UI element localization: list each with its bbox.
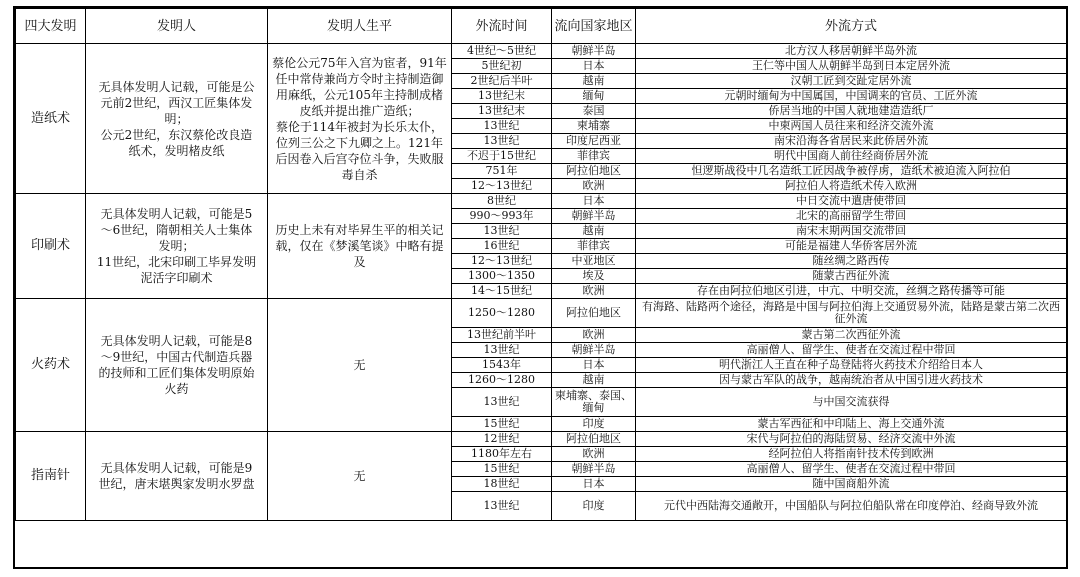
destination-cell: 菲律宾 [552,149,636,164]
outflow-time-cell: 2世纪后半叶 [452,74,552,89]
outflow-mode-cell: 明代浙江人王直在种子岛登陆将火药技术介绍给日本人 [636,358,1067,373]
outflow-mode-cell: 中日交流中遣唐使带回 [636,194,1067,209]
destination-cell: 菲律宾 [552,239,636,254]
table-row [16,432,1067,447]
destination-cell: 朝鲜半岛 [552,44,636,59]
outflow-time-cell: 12～13世纪 [452,254,552,269]
outflow-time-cell: 13世纪前半叶 [452,328,552,343]
outflow-mode-cell: 随蒙古西征外流 [636,269,1067,284]
header-outflow-time: 外流时间 [452,9,552,44]
outflow-time-cell: 1250～1280 [452,299,552,328]
outflow-mode-cell: 元代中西陆海交通敞开，中国船队与阿拉伯船队常在印度停泊、经商导致外流 [636,492,1067,521]
outflow-time-cell: 13世纪 [452,343,552,358]
destination-cell: 日本 [552,59,636,74]
destination-cell: 欧洲 [552,447,636,462]
header-destination: 流向国家地区 [552,9,636,44]
outflow-time-cell: 13世纪 [452,119,552,134]
outflow-mode-cell: 因与蒙古军队的战争，越南统治者从中国引进火药技术 [636,373,1067,388]
invention-name-paper: 造纸术 [16,44,86,194]
outflow-mode-cell: 宋代与阿拉伯的海陆贸易、经济交流中外流 [636,432,1067,447]
outflow-mode-cell: 存在由阿拉伯地区引进，中亢、中明交流，丝绸之路传播等可能 [636,284,1067,299]
outflow-time-cell: 13世纪 [452,224,552,239]
outflow-mode-cell: 侨居当地的中国人就地建造造纸厂 [636,104,1067,119]
outflow-time-cell: 15世纪 [452,417,552,432]
header-row [16,9,1067,44]
outflow-time-cell: 12世纪 [452,432,552,447]
inventor-bio-cell-compass: 无 [268,432,452,521]
destination-cell: 朝鲜半岛 [552,343,636,358]
outflow-mode-cell: 随中国商船外流 [636,477,1067,492]
destination-cell: 印度 [552,417,636,432]
destination-cell: 埃及 [552,269,636,284]
outflow-mode-cell: 高丽僧人、留学生、使者在交流过程中带回 [636,343,1067,358]
header-invention: 四大发明 [16,9,86,44]
destination-cell: 欧洲 [552,179,636,194]
outflow-time-cell: 1180年左右 [452,447,552,462]
destination-cell: 阿拉伯地区 [552,299,636,328]
outflow-mode-cell: 有海路、陆路两个途径，海路是中国与阿拉伯海上交通贸易外流，陆路是蒙古第二次西征外流 [636,299,1067,328]
outflow-time-cell: 4世纪～5世纪 [452,44,552,59]
outflow-time-cell: 990～993年 [452,209,552,224]
outflow-time-cell: 8世纪 [452,194,552,209]
inventor-bio-cell-paper: 蔡伦公元75年入宫为宦者，91年任中常侍兼尚方令时主持制造御用麻纸，公元105年主持制成楮皮纸并提出推广造纸； 蔡伦于114年被封为长乐太仆，位列三公之下九卿之上。121年后因卷入后宫夺位斗争，失败服毒自杀 [268,44,452,194]
outflow-mode-cell: 南宋末期两国交流带回 [636,224,1067,239]
destination-cell: 越南 [552,373,636,388]
destination-cell: 阿拉伯地区 [552,432,636,447]
inventor-bio-cell-printing: 历史上未有对毕昇生平的相关记载，仅在《梦溪笔谈》中略有提及 [268,194,452,299]
invention-table-sheet [13,6,1068,569]
table-row [16,44,1067,59]
destination-cell: 朝鲜半岛 [552,209,636,224]
invention-name-compass: 指南针 [16,432,86,521]
table-row [16,299,1067,328]
outflow-time-cell: 16世纪 [452,239,552,254]
destination-cell: 柬埔寨 [552,119,636,134]
destination-cell: 阿拉伯地区 [552,164,636,179]
outflow-mode-cell: 中柬两国人员往来和经济交流外流 [636,119,1067,134]
header-inventor: 发明人 [86,9,268,44]
outflow-mode-cell: 与中国交流获得 [636,388,1067,417]
destination-cell: 缅甸 [552,89,636,104]
inventor-cell-paper: 无具体发明人记载，可能是公元前2世纪，西汉工匠集体发明； 公元2世纪，东汉蔡伦改良造纸术，发明楮皮纸 [86,44,268,194]
outflow-mode-cell: 北方汉人移居朝鲜半岛外流 [636,44,1067,59]
four-inventions-table [15,8,1067,521]
destination-cell: 印度尼西亚 [552,134,636,149]
invention-name-gunpowder: 火药术 [16,299,86,432]
destination-cell: 越南 [552,74,636,89]
outflow-mode-cell: 随丝绸之路西传 [636,254,1067,269]
destination-cell: 日本 [552,358,636,373]
destination-cell: 欧洲 [552,328,636,343]
inventor-bio-cell-gunpowder: 无 [268,299,452,432]
invention-name-printing: 印刷术 [16,194,86,299]
outflow-time-cell: 751年 [452,164,552,179]
header-outflow-mode: 外流方式 [636,9,1067,44]
inventor-cell-compass: 无具体发明人记载，可能是9世纪，唐末堪舆家发明水罗盘 [86,432,268,521]
outflow-time-cell: 13世纪末 [452,104,552,119]
outflow-time-cell: 14～15世纪 [452,284,552,299]
outflow-mode-cell: 怛逻斯战役中几名造纸工匠因战争被俘虏，造纸术被迫流入阿拉伯 [636,164,1067,179]
outflow-mode-cell: 南宋沿海各省居民来此侨居外流 [636,134,1067,149]
destination-cell: 泰国 [552,104,636,119]
outflow-time-cell: 13世纪 [452,492,552,521]
table-row [16,194,1067,209]
outflow-mode-cell: 阿拉伯人将造纸术传入欧洲 [636,179,1067,194]
outflow-time-cell: 5世纪初 [452,59,552,74]
outflow-mode-cell: 蒙古军西征和中印陆上、海上交通外流 [636,417,1067,432]
destination-cell: 朝鲜半岛 [552,462,636,477]
outflow-time-cell: 13世纪 [452,134,552,149]
outflow-time-cell: 15世纪 [452,462,552,477]
outflow-mode-cell: 王仁等中国人从朝鲜半岛到日本定居外流 [636,59,1067,74]
outflow-time-cell: 18世纪 [452,477,552,492]
destination-cell: 欧洲 [552,284,636,299]
destination-cell: 日本 [552,477,636,492]
destination-cell: 中亚地区 [552,254,636,269]
destination-cell: 越南 [552,224,636,239]
outflow-time-cell: 13世纪 [452,388,552,417]
outflow-mode-cell: 经阿拉伯人将指南针技术传到欧洲 [636,447,1067,462]
outflow-time-cell: 12～13世纪 [452,179,552,194]
outflow-time-cell: 不迟于15世纪 [452,149,552,164]
destination-cell: 日本 [552,194,636,209]
header-inventor-bio: 发明人生平 [268,9,452,44]
outflow-time-cell: 1543年 [452,358,552,373]
outflow-mode-cell: 元朝时缅甸为中国属国，中国调来的官员、工匠外流 [636,89,1067,104]
destination-cell: 印度 [552,492,636,521]
outflow-mode-cell: 汉朝工匠到交趾定居外流 [636,74,1067,89]
outflow-time-cell: 1260～1280 [452,373,552,388]
inventor-cell-gunpowder: 无具体发明人记载，可能是8～9世纪，中国古代制造兵器的技师和工匠们集体发明原始火药 [86,299,268,432]
outflow-mode-cell: 高丽僧人、留学生、使者在交流过程中带回 [636,462,1067,477]
outflow-time-cell: 13世纪末 [452,89,552,104]
outflow-mode-cell: 蒙古第二次西征外流 [636,328,1067,343]
destination-cell: 柬埔寨、泰国、缅甸 [552,388,636,417]
inventor-cell-printing: 无具体发明人记载，可能是5～6世纪，隋朝相关人士集体发明； 11世纪，北宋印刷工毕昇发明泥活字印刷术 [86,194,268,299]
outflow-mode-cell: 北宋的高丽留学生带回 [636,209,1067,224]
outflow-time-cell: 1300～1350 [452,269,552,284]
outflow-mode-cell: 可能是福建人华侨客居外流 [636,239,1067,254]
outflow-mode-cell: 明代中国商人前往经商侨居外流 [636,149,1067,164]
